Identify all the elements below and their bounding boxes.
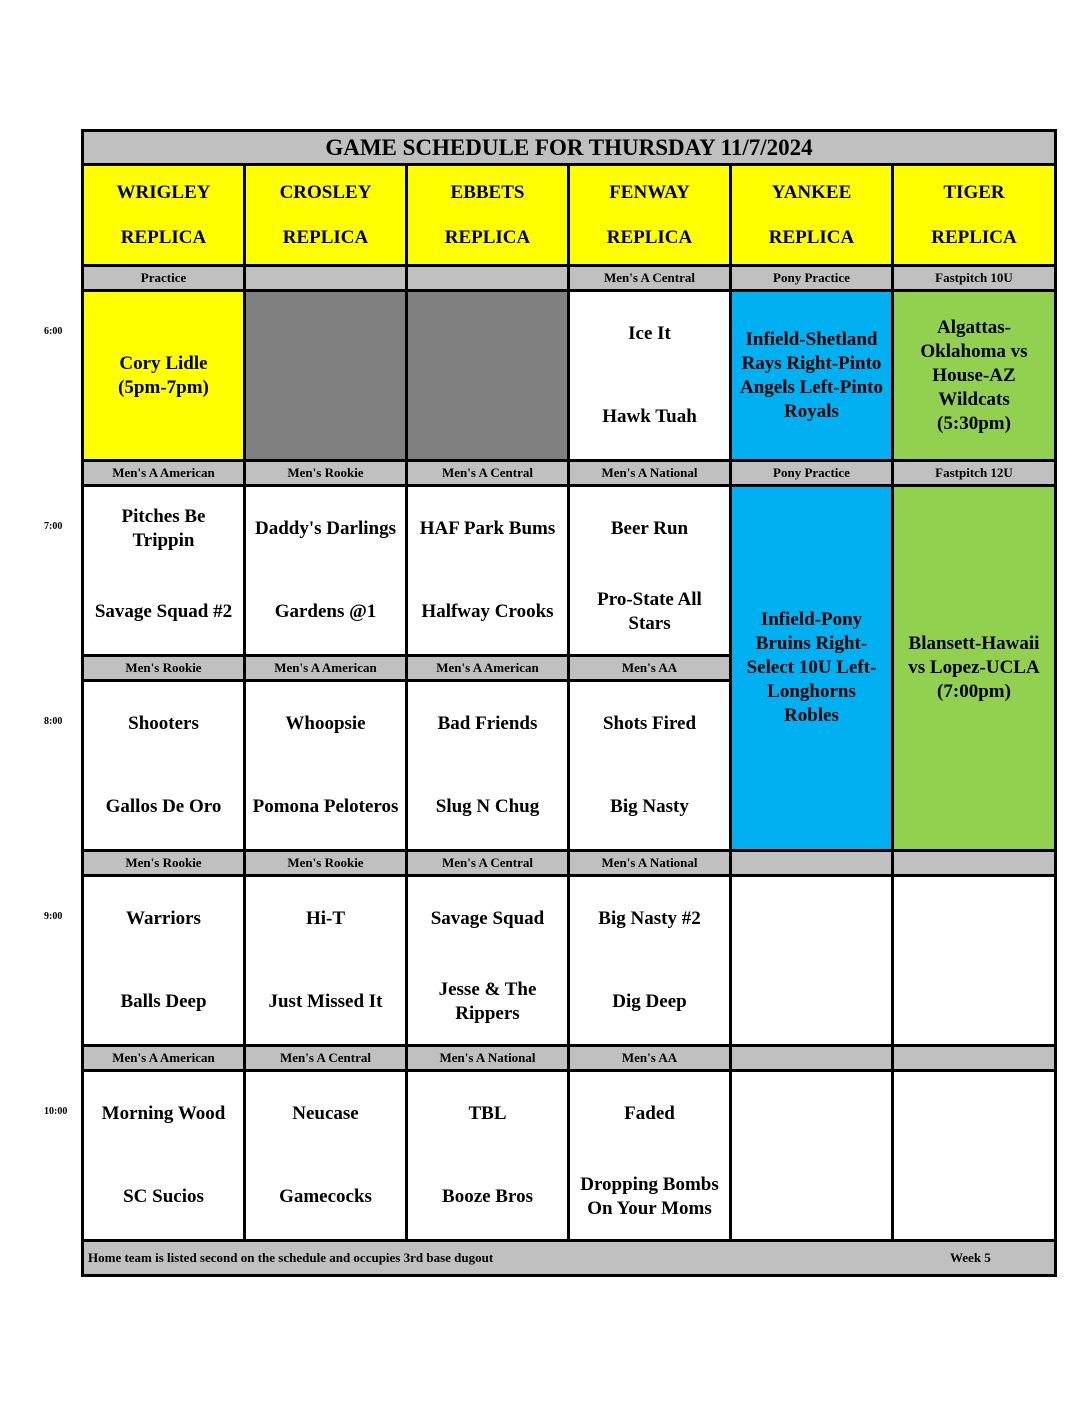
away-team: Faded <box>624 1102 675 1124</box>
home-team: Pro-State All Stars <box>597 589 702 635</box>
time-label: 8:00 <box>44 716 63 727</box>
field-header-yankee <box>732 166 894 267</box>
division-label: Men's A Central <box>246 1047 408 1072</box>
game-slot <box>408 877 570 1047</box>
game-slot <box>570 292 732 462</box>
field-name: WRIGLEY <box>116 181 211 203</box>
field-sub: REPLICA <box>931 226 1017 248</box>
game-slot <box>84 1072 246 1242</box>
division-label: Men's A American <box>84 1047 246 1072</box>
away-team: Warriors <box>126 907 201 929</box>
division-label <box>732 852 894 877</box>
division-label <box>246 267 408 292</box>
away-team: Shots Fired <box>602 712 697 734</box>
field-header-wrigley <box>84 166 246 267</box>
away-team: TBL <box>468 1102 507 1124</box>
division-label: Men's A National <box>408 1047 570 1072</box>
field-name: FENWAY <box>609 181 690 203</box>
page-title: GAME SCHEDULE FOR THURSDAY 11/7/2024 <box>84 132 1054 166</box>
home-team: Pomona Peloteros <box>252 796 399 818</box>
away-team: Morning Wood <box>101 1102 226 1124</box>
game-slot <box>570 1072 732 1242</box>
field-sub: REPLICA <box>120 226 207 248</box>
division-label: Men's AA <box>570 657 732 682</box>
away-team: Pitches Be Trippin <box>121 505 206 551</box>
division-label: Men's A Central <box>408 462 570 487</box>
empty-slot <box>408 292 570 462</box>
field-header-crosley <box>246 166 408 267</box>
home-team: Booze Bros <box>442 1186 533 1208</box>
away-team: Shooters <box>128 712 199 734</box>
home-team: Gardens @1 <box>274 601 377 623</box>
division-label: Men's A National <box>570 852 732 877</box>
division-label: Pony Practice <box>732 462 894 487</box>
division-label: Men's Rookie <box>84 852 246 877</box>
field-header-ebbets <box>408 166 570 267</box>
division-label: Pony Practice <box>732 267 894 292</box>
fastpitch-slot <box>894 487 1054 852</box>
home-team: SC Sucios <box>123 1186 204 1208</box>
division-label: Fastpitch 10U <box>894 267 1054 292</box>
home-team: Savage Squad #2 <box>94 601 233 623</box>
footer-note: Home team is listed second on the schedule and occupies 3rd base dugout <box>88 1250 494 1265</box>
home-team: Jesse & The Rippers <box>438 979 537 1025</box>
field-sub: REPLICA <box>606 226 693 248</box>
slot-note: Cory Lidle (5pm-7pm) <box>118 352 209 398</box>
time-label: 9:00 <box>44 911 63 922</box>
time-label: 7:00 <box>44 521 63 532</box>
game-slot <box>246 487 408 657</box>
home-team: Big Nasty <box>610 796 689 818</box>
field-name: EBBETS <box>450 181 525 203</box>
home-team: Gamecocks <box>279 1186 372 1208</box>
game-slot <box>84 487 246 657</box>
footer <box>84 1242 1054 1274</box>
time-label: 10:00 <box>44 1106 68 1117</box>
home-team: Dropping Bombs On Your Moms <box>580 1174 719 1220</box>
away-team: Savage Squad <box>430 907 545 929</box>
game-slot <box>246 1072 408 1242</box>
game-slot <box>246 682 408 852</box>
empty-slot <box>894 1072 1054 1242</box>
week-label: Week 5 <box>950 1250 991 1265</box>
home-team: Gallos De Oro <box>105 796 222 818</box>
division-label: Men's A Central <box>408 852 570 877</box>
division-label <box>894 1047 1054 1072</box>
game-slot <box>84 682 246 852</box>
empty-slot <box>894 877 1054 1047</box>
game-slot <box>408 487 570 657</box>
home-team: Dig Deep <box>612 991 687 1013</box>
division-label <box>408 267 570 292</box>
schedule-table <box>81 129 1057 1277</box>
division-label: Men's Rookie <box>246 852 408 877</box>
practice-slot <box>84 292 246 462</box>
game-slot <box>246 877 408 1047</box>
slot-note: Algattas-Oklahoma vs House-AZ Wildcats (5:30pm) <box>920 316 1028 434</box>
field-name: CROSLEY <box>279 181 372 203</box>
division-label: Men's Rookie <box>246 462 408 487</box>
division-label: Men's A National <box>570 462 732 487</box>
practice-slot <box>732 487 894 852</box>
field-name: YANKEE <box>771 181 852 203</box>
time-column <box>0 0 82 1408</box>
division-label: Men's A American <box>84 462 246 487</box>
field-header-fenway <box>570 166 732 267</box>
away-team: Hi-T <box>305 907 346 929</box>
away-team: Whoopsie <box>285 712 366 734</box>
time-label: 6:00 <box>44 326 63 337</box>
field-sub: REPLICA <box>768 226 855 248</box>
game-slot <box>84 877 246 1047</box>
away-team: Big Nasty #2 <box>598 907 701 929</box>
game-slot <box>408 682 570 852</box>
game-slot <box>570 682 732 852</box>
game-slot <box>408 1072 570 1242</box>
empty-slot <box>246 292 408 462</box>
home-team: Balls Deep <box>120 991 207 1013</box>
division-label: Practice <box>84 267 246 292</box>
game-slot <box>570 487 732 657</box>
field-name: TIGER <box>943 181 1005 203</box>
division-label: Men's A American <box>408 657 570 682</box>
division-label: Men's Rookie <box>84 657 246 682</box>
division-label: Men's AA <box>570 1047 732 1072</box>
division-label <box>732 1047 894 1072</box>
division-label: Men's A American <box>246 657 408 682</box>
slot-note: Blansett-Hawaii vs Lopez-UCLA (7:00pm) <box>908 633 1040 702</box>
practice-slot <box>732 292 894 462</box>
home-team: Hawk Tuah <box>602 406 697 428</box>
home-team: Slug N Chug <box>435 796 540 818</box>
slot-note: Infield-Shetland Rays Right-Pinto Angels Left-Pinto Royals <box>739 328 883 422</box>
away-team: Beer Run <box>610 517 689 539</box>
home-team: Halfway Crooks <box>421 601 554 623</box>
away-team: Bad Friends <box>437 712 538 734</box>
fastpitch-slot <box>894 292 1054 462</box>
field-header-tiger <box>894 166 1054 267</box>
away-team: Ice It <box>628 322 671 344</box>
empty-slot <box>732 877 894 1047</box>
away-team: HAF Park Bums <box>419 517 556 539</box>
division-label: Men's A Central <box>570 267 732 292</box>
division-label: Fastpitch 12U <box>894 462 1054 487</box>
slot-note: Infield-Pony Bruins Right-Select 10U Left-Longhorns Robles <box>746 609 877 726</box>
game-slot <box>570 877 732 1047</box>
field-sub: REPLICA <box>282 226 369 248</box>
empty-slot <box>732 1072 894 1242</box>
field-sub: REPLICA <box>444 226 531 248</box>
home-team: Just Missed It <box>268 991 383 1013</box>
away-team: Neucase <box>292 1102 359 1124</box>
away-team: Daddy's Darlings <box>255 517 396 539</box>
division-label <box>894 852 1054 877</box>
